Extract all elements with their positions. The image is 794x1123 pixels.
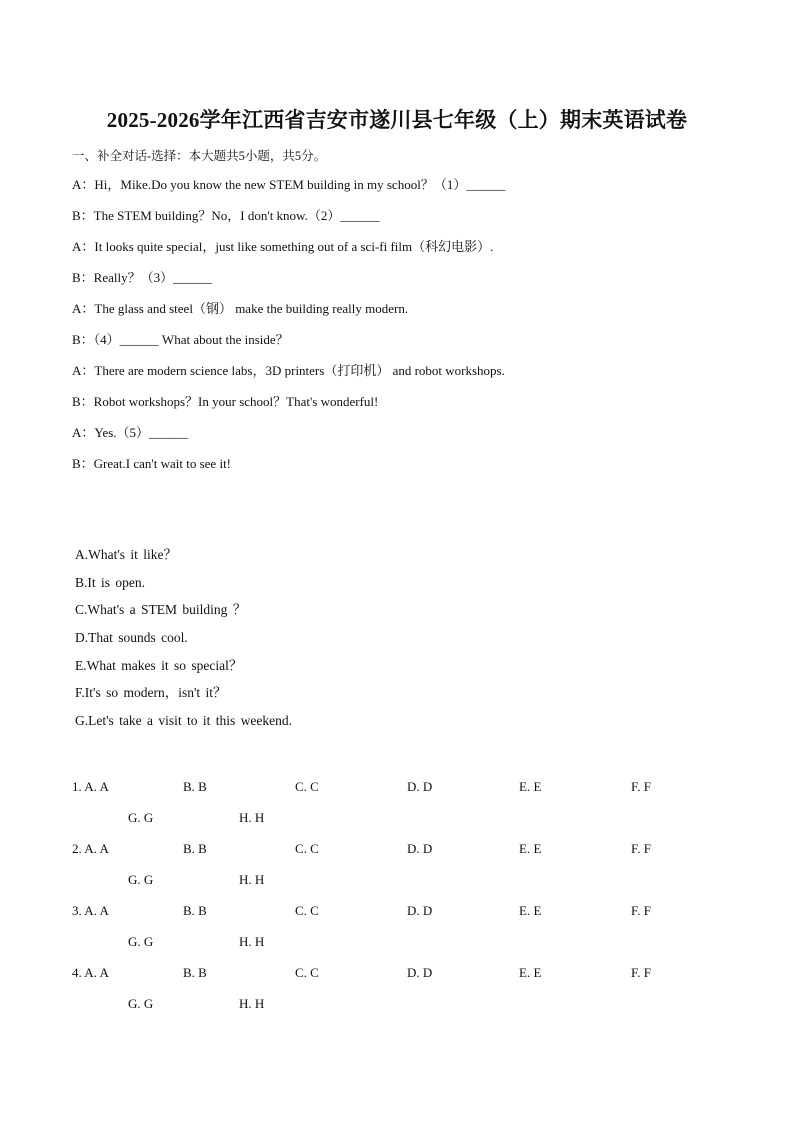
choice-C[interactable]: C. C [295, 841, 319, 856]
choice-E[interactable]: E. E [519, 779, 542, 794]
dialog [72, 175, 505, 485]
choice-A[interactable]: 3. A. A [72, 903, 109, 918]
choice-B[interactable]: B. B [183, 965, 207, 980]
dialog-line: B：The STEM building？No，I don't know.（2）______ [72, 208, 380, 223]
dialog-line: B：Robot workshops？In your school？That's wonderful! [72, 394, 379, 409]
choice-B[interactable]: B. B [183, 841, 207, 856]
option-item: F.It's so modern，isn't it？ [75, 685, 227, 701]
option-item: G.Let's take a visit to it this weekend. [75, 713, 293, 729]
choice-D[interactable]: D. D [407, 841, 433, 856]
choice-D[interactable]: D. D [407, 779, 433, 794]
dialog-line: A：It looks quite special，just like something out of a sci-fi film（科幻电影）. [72, 239, 494, 254]
choice-F[interactable]: F. F [631, 903, 651, 918]
option-item: E.What makes it so special？ [75, 657, 243, 673]
dialog-line: A：Hi，Mike.Do you know the new STEM building in my school？（1）______ [72, 177, 506, 192]
choice-H[interactable]: H. H [239, 810, 265, 825]
dialog-line: A：The glass and steel（钢） make the building really modern. [72, 301, 409, 316]
choice-A[interactable]: 4. A. A [72, 965, 109, 980]
choice-F[interactable]: F. F [631, 841, 651, 856]
choice-F[interactable]: F. F [631, 965, 651, 980]
choice-G[interactable]: G. G [128, 810, 154, 825]
choice-C[interactable]: C. C [295, 965, 319, 980]
option-item: B.It is open. [75, 574, 145, 590]
choice-B[interactable]: B. B [183, 779, 207, 794]
choice-H[interactable]: H. H [239, 872, 265, 887]
option-item: D.That sounds cool. [75, 630, 188, 646]
choice-E[interactable]: E. E [519, 965, 542, 980]
choice-B[interactable]: B. B [183, 903, 207, 918]
choice-E[interactable]: E. E [519, 841, 542, 856]
choice-F[interactable]: F. F [631, 779, 651, 794]
option-list [75, 545, 292, 739]
dialog-line: A：Yes.（5）______ [72, 425, 189, 440]
section-heading: 一、补全对话-选择：本大题共5小题，共5分。 [72, 149, 327, 163]
choice-G[interactable]: G. G [128, 872, 154, 887]
choice-D[interactable]: D. D [407, 903, 433, 918]
dialog-line: B：Really？（3）______ [72, 270, 213, 285]
choice-G[interactable]: G. G [128, 996, 154, 1011]
dialog-line: A：There are modern science labs，3D printers（打印机） and robot workshops. [72, 363, 505, 378]
choice-H[interactable]: H. H [239, 934, 265, 949]
choice-C[interactable]: C. C [295, 903, 319, 918]
option-item: A.What's it like？ [75, 547, 178, 562]
choice-E[interactable]: E. E [519, 903, 542, 918]
option-item: C.What's a STEM building ？ [75, 602, 247, 618]
choice-G[interactable]: G. G [128, 934, 154, 949]
exam-title: 2025-2026学年江西省吉安市遂川县七年级（上）期末英语试卷 [106, 108, 688, 132]
dialog-line: B：（4）______ What about the inside？ [72, 332, 289, 347]
dialog-line: B：Great.I can't wait to see it! [72, 456, 232, 471]
choice-C[interactable]: C. C [295, 779, 319, 794]
choice-D[interactable]: D. D [407, 965, 433, 980]
choice-A[interactable]: 2. A. A [72, 841, 109, 856]
choice-H[interactable]: H. H [239, 996, 265, 1011]
choice-A[interactable]: 1. A. A [72, 779, 109, 794]
